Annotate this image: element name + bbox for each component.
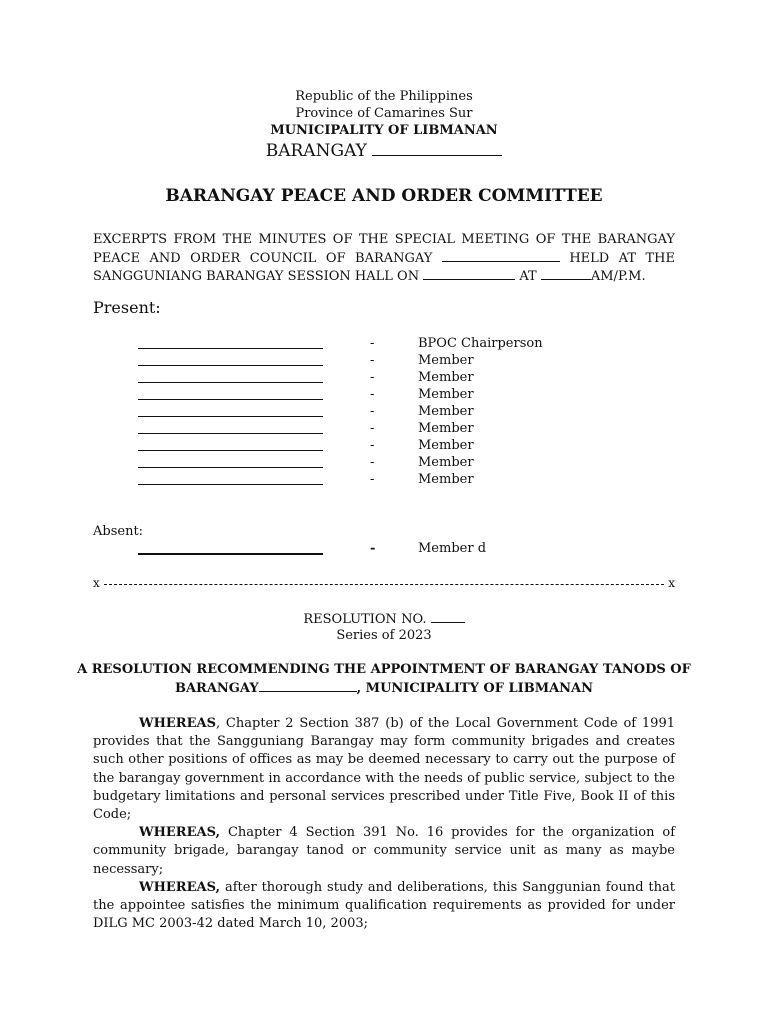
resolution-series: Series of 2023 [336, 628, 432, 643]
dash: - [370, 438, 375, 453]
role-label: Member d [418, 541, 487, 556]
dash: - [370, 336, 375, 351]
republic-line: Republic of the Philippines [295, 89, 473, 104]
role-label: Member [418, 387, 474, 402]
title-barangay: BARANGAY [174, 681, 259, 696]
attendee-row [0, 404, 768, 421]
separator-end: x [668, 576, 675, 590]
excerpt-text-2: HELD AT THE SANGGUNIANG BARANGAY SESSION HALL ON [93, 250, 675, 284]
province-line: Province of Camarines Sur [295, 106, 473, 121]
whereas-keyword: WHEREAS, [139, 879, 221, 895]
dash: - [370, 387, 375, 402]
attendee-row [0, 336, 768, 353]
role-label: Member [418, 353, 474, 368]
role-label: Member [418, 421, 474, 436]
committee-title: BARANGAY PEACE AND ORDER COMMITTEE [165, 186, 603, 206]
whereas-clause [93, 824, 675, 879]
role-label: Member [418, 472, 474, 487]
resolution-number-label: RESOLUTION NO. [303, 612, 427, 627]
resolution-number-blank [431, 610, 465, 623]
dash: - [370, 353, 375, 368]
barangay-blank [442, 249, 560, 262]
name-blank [138, 382, 323, 383]
separator-start: x [93, 576, 100, 590]
attendee-row [0, 353, 768, 370]
name-blank [138, 484, 323, 485]
section-separator [93, 576, 675, 592]
title-municipality: , MUNICIPALITY OF LIBMANAN [356, 681, 594, 696]
resolution-title-line2 [0, 679, 768, 697]
excerpt-paragraph [93, 231, 675, 286]
excerpt-text-3: AT [519, 269, 537, 284]
role-label: Member [418, 455, 474, 470]
name-blank [138, 467, 323, 468]
whereas-text: Chapter 4 Section 391 No. 16 provides for the organization of community brigade, barangay tanod or community service unit as many as maybe necessary; [93, 825, 675, 877]
resolution-number [0, 610, 768, 628]
name-blank [138, 553, 323, 555]
dash: - [370, 370, 375, 385]
whereas-clauses [93, 715, 675, 933]
absent-label: Absent: [93, 524, 144, 539]
dash: - [370, 421, 375, 436]
absent-row [0, 541, 768, 558]
excerpt-text-1: EXCERPTS FROM THE MINUTES OF THE SPECIAL MEETING OF THE BARANGAY PEACE AND ORDER COUNCIL OF BARANGAY [93, 232, 675, 266]
dash: - [370, 455, 375, 470]
excerpt-text-4: AM/P.M. [590, 269, 646, 284]
present-label: Present: [93, 298, 161, 317]
barangay-name-blank [372, 143, 502, 156]
role-label: Member [418, 404, 474, 419]
date-blank [423, 267, 515, 280]
attendee-row [0, 387, 768, 404]
whereas-text: , Chapter 2 Section 387 (b) of the Local Government Code of 1991 provides that the Sangguniang Barangay may form community brigades and creates such other positions of offices as may be deemed necessary to carry out the purpose of the barangay government in accordance with the needs of public service, subject to the budgetary limitations and personal services prescribed under Title Five, Book II of this Code; [93, 716, 675, 823]
name-blank [138, 348, 323, 349]
attendee-row [0, 472, 768, 489]
name-blank [138, 399, 323, 400]
role-label: BPOC Chairperson [418, 336, 543, 351]
dash: - [370, 541, 376, 556]
attendee-row [0, 455, 768, 472]
whereas-keyword: WHEREAS, [139, 825, 221, 841]
dash: - [370, 472, 375, 487]
title-barangay-blank [259, 679, 357, 692]
role-label: Member [418, 370, 474, 385]
whereas-clause [93, 879, 675, 934]
whereas-keyword: WHEREAS [139, 716, 216, 731]
resolution-title-line1: A RESOLUTION RECOMMENDING THE APPOINTMENT OF BARANGAY TANODS OF [77, 662, 691, 677]
attendee-row [0, 370, 768, 387]
attendee-row [0, 421, 768, 438]
whereas-text: after thorough study and deliberations, this Sanggunian found that the appointee satisfies the minimum qualification requirements as provided for under DILG MC 2003-42 dated March 10, 2003; [93, 879, 675, 932]
role-label: Member [418, 438, 474, 453]
name-blank [138, 433, 323, 434]
barangay-heading [0, 140, 768, 162]
name-blank [138, 365, 323, 366]
barangay-label: BARANGAY [265, 141, 367, 161]
name-blank [138, 416, 323, 417]
name-blank [138, 450, 323, 451]
whereas-clause [93, 715, 675, 824]
dash: - [370, 404, 375, 419]
attendee-row [0, 438, 768, 455]
separator-dashes [104, 584, 664, 585]
time-blank [541, 267, 591, 280]
municipality-line: MUNICIPALITY OF LIBMANAN [270, 123, 498, 138]
